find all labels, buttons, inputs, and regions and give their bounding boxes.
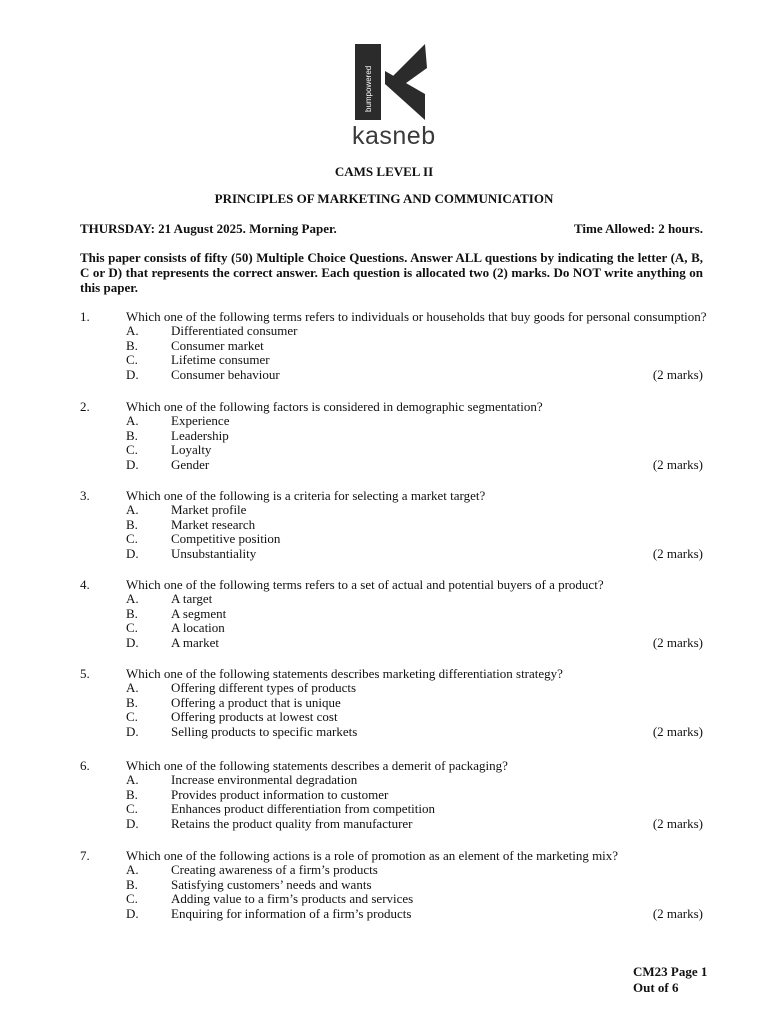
answer-option <box>80 547 703 562</box>
option-letter: A. <box>126 862 139 877</box>
option-text: Provides product information to customer <box>171 786 389 802</box>
question <box>80 848 703 922</box>
question-marks: (2 marks) <box>652 367 703 383</box>
option-letter: C. <box>126 531 138 547</box>
instructions: This paper consists of fifty (50) Multiple Choice Questions. Answer ALL questions by indicating the letter (A, B, C or D) that represents the correct answer. Each question is allocated two (2) marks. Do NOT write anything on this paper. <box>80 250 703 295</box>
answer-option <box>80 339 703 354</box>
exam-subject: PRINCIPLES OF MARKETING AND COMMUNICATION <box>214 191 554 206</box>
question-text: Which one of the following is a criteria for selecting a market target? <box>126 488 486 503</box>
option-letter: C. <box>126 352 138 368</box>
answer-option <box>80 681 703 696</box>
option-text: Offering different types of products <box>171 680 357 695</box>
option-text: Loyalty <box>171 442 212 458</box>
option-letter: B. <box>126 876 138 892</box>
option-letter: A. <box>126 680 139 695</box>
option-text: Market research <box>171 516 256 532</box>
option-text: Offering products at lowest cost <box>171 709 338 725</box>
answer-option <box>80 518 703 533</box>
question-marks: (2 marks) <box>652 546 703 562</box>
answer-option <box>80 532 703 547</box>
option-text: Market profile <box>171 502 247 517</box>
question-number: 6. <box>80 758 90 773</box>
question <box>80 488 703 562</box>
option-letter: A. <box>126 591 139 606</box>
question <box>80 758 703 832</box>
option-text: Consumer market <box>171 337 264 353</box>
answer-option <box>80 725 703 740</box>
option-text: Adding value to a firm’s products and services <box>171 891 414 907</box>
option-text: A segment <box>171 605 227 621</box>
option-letter: C. <box>126 442 138 458</box>
answer-option <box>80 592 703 607</box>
question-marks: (2 marks) <box>652 635 703 651</box>
answer-option <box>80 817 703 832</box>
answer-option <box>80 429 703 444</box>
answer-option <box>80 621 703 636</box>
question-stem <box>80 758 703 773</box>
option-text: Offering a product that is unique <box>171 694 341 710</box>
answer-option <box>80 353 703 368</box>
answer-option <box>80 458 703 473</box>
answer-option <box>80 636 703 651</box>
time-allowed: Time Allowed: 2 hours. <box>573 221 703 236</box>
question-number: 7. <box>80 848 90 863</box>
option-text: Gender <box>171 457 210 473</box>
option-text: Creating awareness of a firm’s products <box>171 862 378 877</box>
question-marks: (2 marks) <box>652 457 703 473</box>
page-footer <box>633 964 707 996</box>
date-line <box>80 221 703 237</box>
answer-option <box>80 696 703 711</box>
question-stem <box>80 399 703 414</box>
logo-wordmark: kasneb <box>352 122 436 150</box>
exam-date: THURSDAY: 21 August 2025. Morning Paper. <box>80 221 337 236</box>
option-text: Unsubstantiality <box>171 546 257 562</box>
option-letter: C. <box>126 620 138 636</box>
answer-option <box>80 710 703 725</box>
option-text: Lifetime consumer <box>171 352 270 368</box>
option-letter: B. <box>126 605 138 621</box>
question <box>80 577 703 651</box>
answer-option <box>80 892 703 907</box>
option-letter: D. <box>126 906 139 922</box>
option-letter: D. <box>126 635 139 651</box>
answer-option <box>80 863 703 878</box>
option-letter: C. <box>126 801 138 817</box>
option-text: Differentiated consumer <box>171 323 298 338</box>
option-text: Consumer behaviour <box>171 367 280 383</box>
option-letter: B. <box>126 786 138 802</box>
answer-option <box>80 878 703 893</box>
answer-option <box>80 773 703 788</box>
option-text: Selling products to specific markets <box>171 724 358 740</box>
logo-tagline: bumpowered <box>364 65 373 112</box>
option-letter: D. <box>126 546 139 562</box>
question-text: Which one of the following actions is a role of promotion as an element of the marketing mix? <box>126 848 619 863</box>
question <box>80 309 707 383</box>
question <box>80 399 703 473</box>
question-number: 3. <box>80 488 90 503</box>
answer-option <box>80 503 703 518</box>
option-letter: A. <box>126 772 139 787</box>
question-stem <box>80 577 703 592</box>
option-text: Leadership <box>171 427 229 443</box>
option-text: Retains the product quality from manufacturer <box>171 816 413 832</box>
question-text: Which one of the following factors is considered in demographic segmentation? <box>126 399 543 414</box>
option-text: A market <box>171 635 220 651</box>
question-stem <box>80 666 703 681</box>
answer-option <box>80 368 703 383</box>
question-text: Which one of the following terms refers to a set of actual and potential buyers of a product? <box>126 577 604 592</box>
option-text: Increase environmental degradation <box>171 772 358 787</box>
question-stem <box>80 309 707 324</box>
option-letter: C. <box>126 891 138 907</box>
question-number: 1. <box>80 309 90 324</box>
answer-option <box>80 607 703 622</box>
exam-level: CAMS LEVEL II <box>334 164 434 179</box>
option-text: Enquiring for information of a firm’s products <box>171 906 412 922</box>
option-letter: B. <box>126 427 138 443</box>
answer-option <box>80 788 703 803</box>
option-letter: D. <box>126 724 139 740</box>
answer-option <box>80 802 703 817</box>
option-text: Competitive position <box>171 531 281 547</box>
question <box>80 666 703 740</box>
question-number: 2. <box>80 399 90 414</box>
option-text: Experience <box>171 413 230 428</box>
option-text: Satisfying customers’ needs and wants <box>171 876 372 892</box>
option-text: Enhances product differentiation from competition <box>171 801 436 817</box>
option-letter: B. <box>126 694 138 710</box>
question-text: Which one of the following statements describes marketing differentiation strategy? <box>126 666 563 681</box>
answer-option <box>80 443 703 458</box>
question-marks: (2 marks) <box>652 816 703 832</box>
option-letter: B. <box>126 337 138 353</box>
option-letter: A. <box>126 323 139 338</box>
question-marks: (2 marks) <box>652 724 703 740</box>
question-number: 5. <box>80 666 90 681</box>
question-number: 4. <box>80 577 90 592</box>
question-stem <box>80 488 703 503</box>
question-text: Which one of the following statements describes a demerit of packaging? <box>126 758 508 773</box>
answer-option <box>80 324 703 339</box>
answer-option <box>80 907 703 922</box>
option-text: A target <box>171 591 213 606</box>
kasneb-logo <box>351 38 431 120</box>
option-letter: A. <box>126 502 139 517</box>
option-letter: B. <box>126 516 138 532</box>
page-code: CM23 Page 1 <box>633 964 708 979</box>
question-marks: (2 marks) <box>652 906 703 922</box>
option-letter: C. <box>126 709 138 725</box>
page-total: Out of 6 <box>633 980 679 995</box>
answer-option <box>80 414 703 429</box>
option-letter: D. <box>126 367 139 383</box>
option-letter: A. <box>126 413 139 428</box>
question-stem <box>80 848 703 863</box>
question-text: Which one of the following terms refers to individuals or households that buy goods for personal consumption? <box>126 309 707 324</box>
option-letter: D. <box>126 816 139 832</box>
option-text: A location <box>171 620 225 636</box>
option-letter: D. <box>126 457 139 473</box>
